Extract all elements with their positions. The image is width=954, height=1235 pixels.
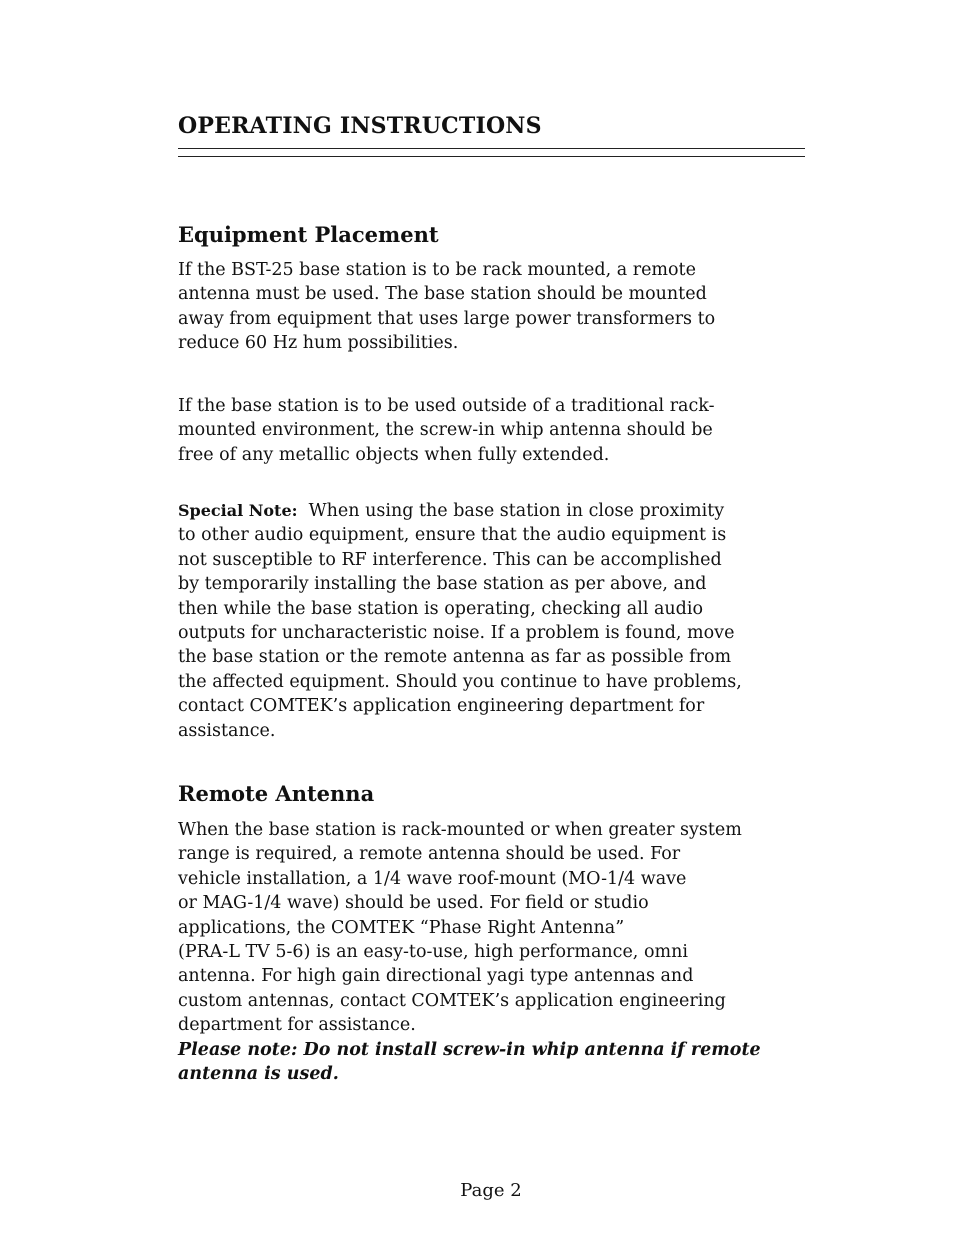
page-title: OPERATING INSTRUCTIONS bbox=[178, 113, 542, 139]
equipment-placement-paragraph-1 bbox=[178, 258, 748, 356]
text-line: the affected equipment. Should you continue to have problems, bbox=[178, 671, 742, 692]
text-line: assistance. bbox=[178, 720, 276, 741]
text-line: (PRA-L TV 5-6) is an easy-to-use, high performance, omni bbox=[178, 942, 688, 963]
equipment-placement-paragraph-2 bbox=[178, 394, 748, 467]
text-line: the base station or the remote antenna as far as possible from bbox=[178, 647, 732, 668]
special-note-label: Special Note: bbox=[178, 501, 298, 520]
equipment-placement-heading: Equipment Placement bbox=[178, 222, 439, 247]
text-line: then while the base station is operating, checking all audio bbox=[178, 598, 704, 619]
text-line: free of any metallic objects when fully extended. bbox=[178, 444, 610, 465]
text-line: vehicle installation, a 1/4 wave roof-mount (MO-1/4 wave bbox=[178, 868, 687, 889]
text-line: department for assistance. bbox=[178, 1015, 416, 1036]
text-line: outputs for uncharacteristic noise. If a problem is found, move bbox=[178, 623, 735, 644]
text-line: antenna must be used. The base station should be mounted bbox=[178, 284, 707, 305]
remote-antenna-paragraph bbox=[178, 818, 761, 1086]
text-line: custom antennas, contact COMTEK’s application engineering bbox=[178, 990, 726, 1011]
special-note-text: When using the base station in close proximity bbox=[297, 501, 725, 521]
page-number: Page 2 bbox=[460, 1180, 522, 1201]
text-line: by temporarily installing the base station as per above, and bbox=[178, 574, 707, 595]
please-note-line: Please note: Do not install screw-in whip antenna if remote bbox=[178, 1039, 761, 1060]
title-rule-bottom bbox=[178, 156, 805, 157]
page-footer bbox=[0, 1180, 954, 1201]
special-note-paragraph bbox=[178, 499, 748, 743]
text-line: antenna. For high gain directional yagi type antennas and bbox=[178, 966, 694, 987]
text-line: away from equipment that uses large power transformers to bbox=[178, 308, 716, 329]
text-line: mounted environment, the screw-in whip antenna should be bbox=[178, 420, 713, 441]
text-line: range is required, a remote antenna should be used. For bbox=[178, 844, 681, 865]
remote-antenna-heading: Remote Antenna bbox=[178, 781, 375, 806]
text-line: If the BST-25 base station is to be rack mounted, a remote bbox=[178, 260, 696, 280]
text-line: not susceptible to RF interference. This can be accomplished bbox=[178, 549, 722, 570]
text-line bbox=[178, 499, 748, 523]
text-line: applications, the COMTEK “Phase Right Antenna” bbox=[178, 917, 625, 938]
text-line: reduce 60 Hz hum possibilities. bbox=[178, 333, 459, 354]
text-line: to other audio equipment, ensure that the audio equipment is bbox=[178, 525, 727, 546]
text-line: contact COMTEK’s application engineering department for bbox=[178, 696, 705, 717]
text-line: If the base station is to be used outside of a traditional rack- bbox=[178, 396, 715, 416]
title-rule-top bbox=[178, 148, 805, 149]
please-note-line: antenna is used. bbox=[178, 1064, 339, 1085]
text-line: When the base station is rack-mounted or when greater system bbox=[178, 820, 742, 840]
text-line: or MAG-1/4 wave) should be used. For field or studio bbox=[178, 893, 649, 914]
